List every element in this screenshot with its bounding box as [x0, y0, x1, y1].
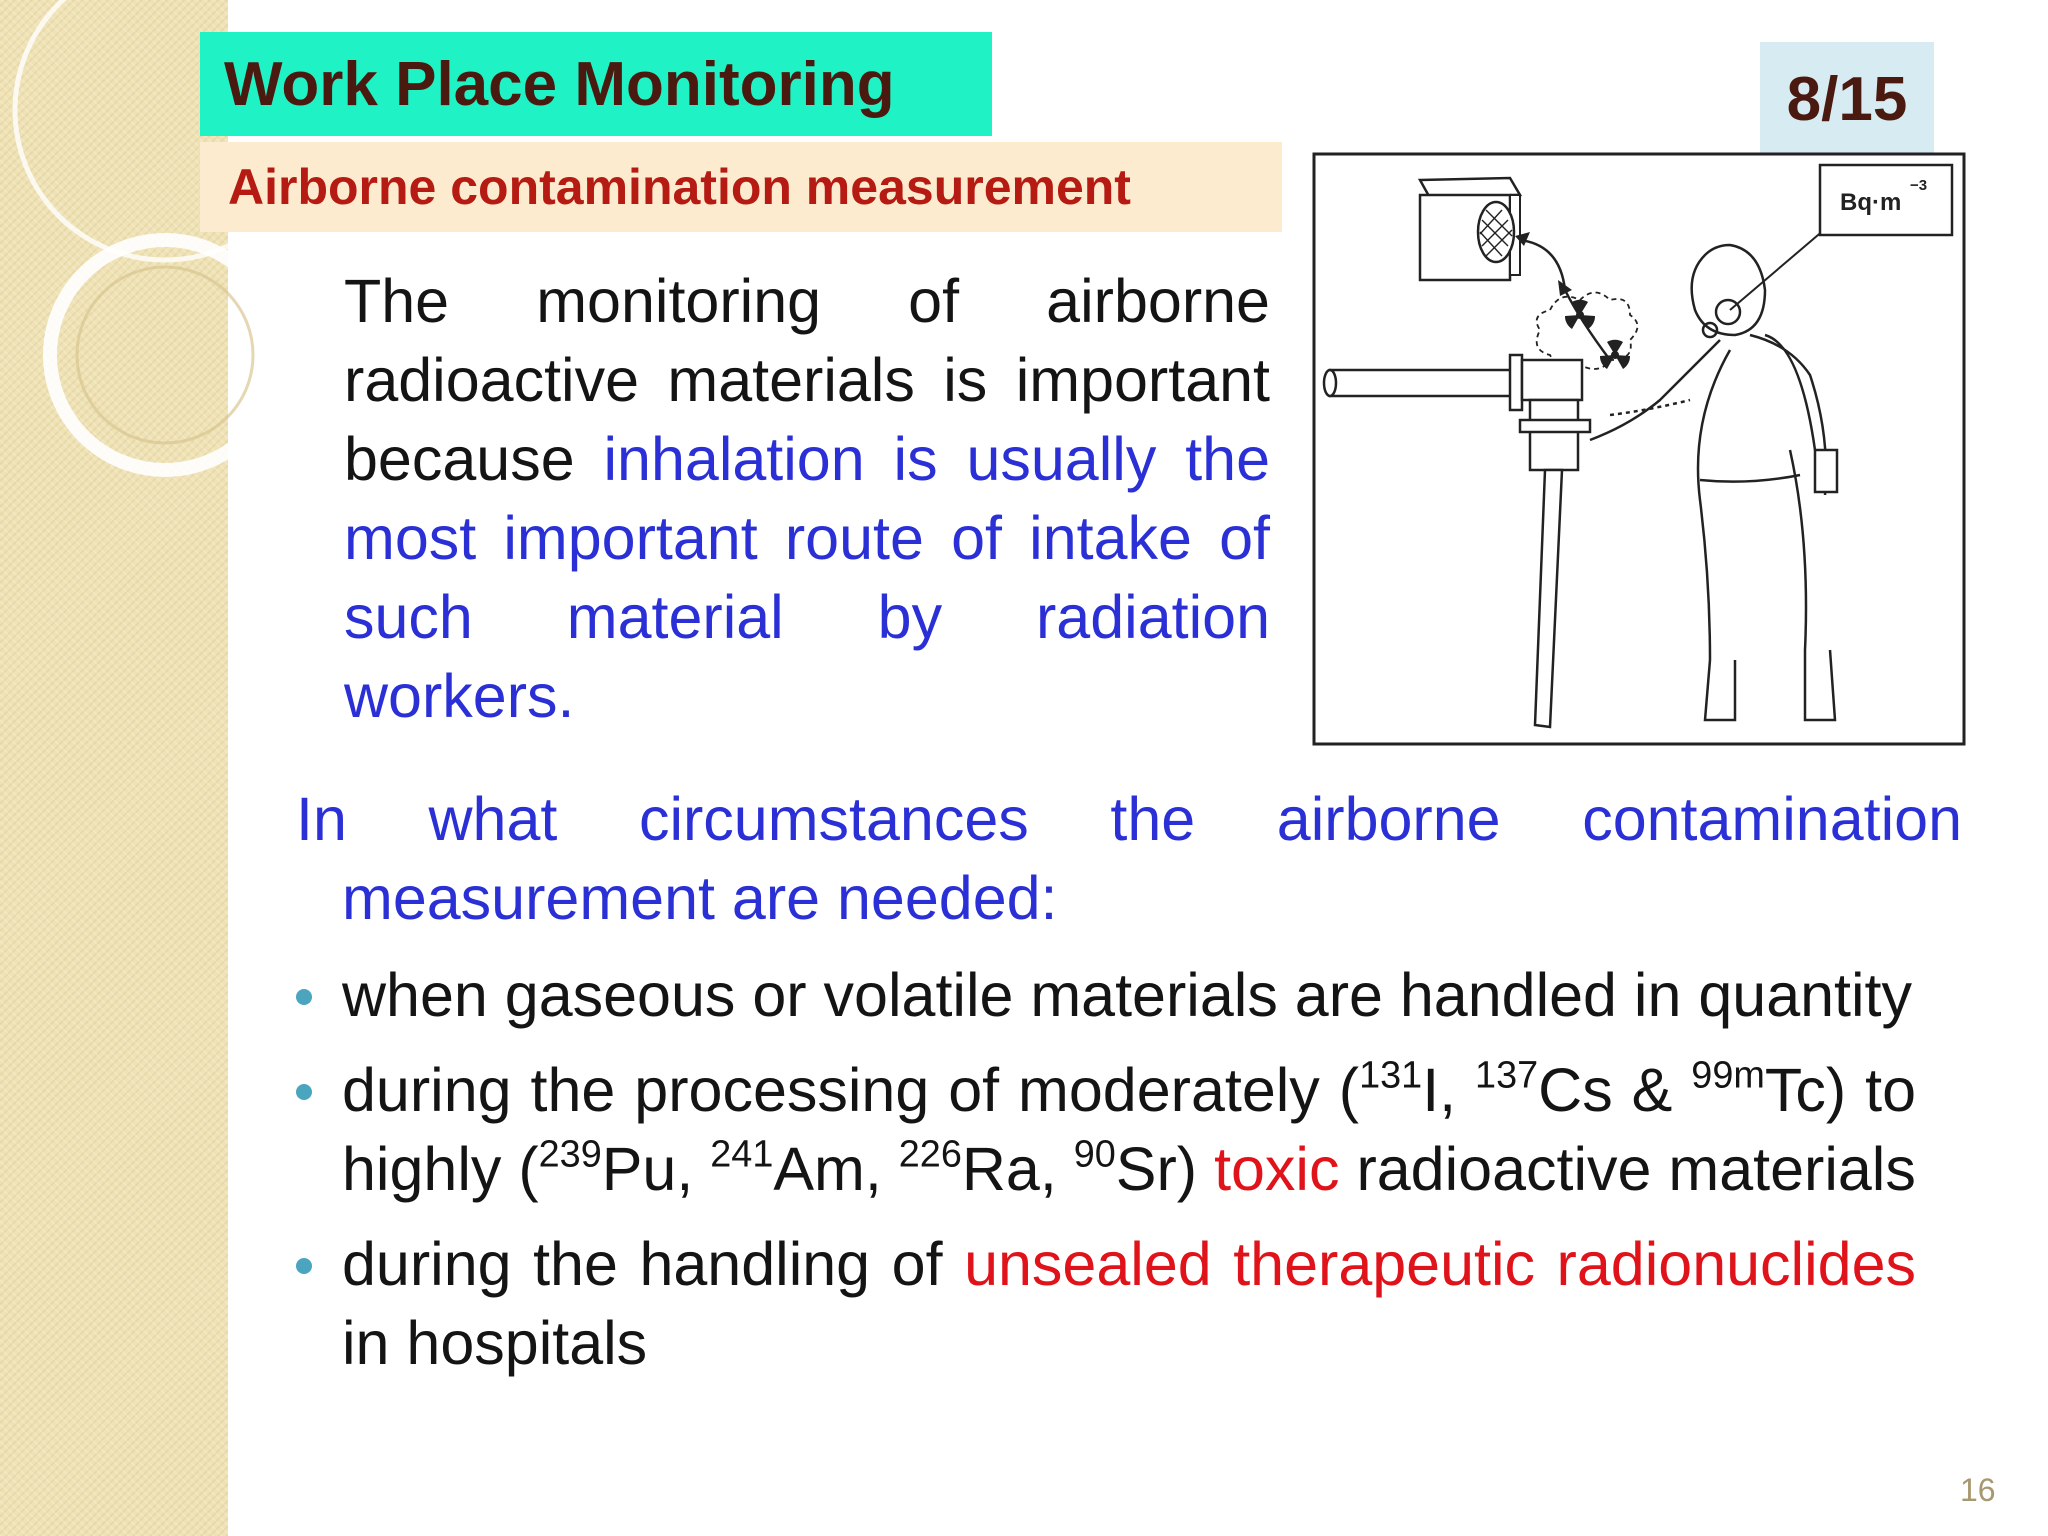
- list-item: [296, 1225, 1916, 1383]
- isotope-mass-number: 137: [1475, 1054, 1539, 1097]
- bullet-dot-icon: [296, 1258, 312, 1274]
- slide-title: Work Place Monitoring: [200, 32, 992, 136]
- intro-paragraph: [344, 262, 1270, 736]
- isotope-symbol: Cs &: [1538, 1056, 1692, 1124]
- bullet-text: during the handling of: [342, 1230, 965, 1298]
- meter-unit-label: Bq·m: [1840, 189, 1902, 216]
- bullet-text: during the processing of moderately (: [342, 1056, 1360, 1124]
- bullet-dot-icon: [296, 989, 312, 1005]
- intro-highlight: inhalation is usually the most important route of intake of such material by radiation workers.: [344, 425, 1270, 730]
- bullet-dot-icon: [296, 1084, 312, 1100]
- isotope-symbol: Am,: [773, 1135, 899, 1203]
- page-counter: 8/15: [1760, 42, 1934, 156]
- isotope-mass-number: 226: [898, 1133, 962, 1176]
- isotope-symbol: Pu,: [601, 1135, 711, 1203]
- intro-text: The monitoring of airborne radioactive materials is important because: [344, 267, 1270, 493]
- isotope-mass-number: 99m: [1691, 1054, 1765, 1097]
- meter-unit-exponent: −3: [1910, 177, 1928, 194]
- bullet-text-tail: in hospitals: [342, 1309, 648, 1377]
- slide-number: 16: [1960, 1472, 1996, 1508]
- isotope-symbol: Ra,: [961, 1135, 1074, 1203]
- isotope-mass-number: 241: [710, 1133, 774, 1176]
- isotope-symbol: Tc) to highly (: [342, 1056, 1917, 1203]
- bullet-list: [296, 956, 1916, 1399]
- isotope-mass-number: 131: [1359, 1054, 1423, 1097]
- bullet-text-tail: radioactive materials: [1339, 1135, 1916, 1203]
- bullet-text: when gaseous or volatile materials are handled in quantity: [342, 961, 1913, 1029]
- highlight-toxic: toxic: [1214, 1135, 1340, 1203]
- highlight-unsealed: unsealed therapeutic radionuclides: [964, 1230, 1917, 1298]
- question-text: In what circumstances the airborne contamination measurement are needed:: [296, 785, 1962, 932]
- air-sampler-icon: [1420, 178, 1520, 280]
- slide-subtitle: Airborne contamination measurement: [200, 142, 1282, 232]
- airborne-monitoring-illustration: [1310, 150, 1968, 748]
- isotope-mass-number: 239: [538, 1133, 602, 1176]
- list-item: [296, 956, 1916, 1035]
- concentration-meter: [1820, 165, 1952, 235]
- isotope-mass-number: 90: [1073, 1133, 1116, 1176]
- isotope-symbol: I,: [1422, 1056, 1476, 1124]
- list-item: [296, 1051, 1916, 1209]
- isotope-symbol: Sr): [1115, 1135, 1215, 1203]
